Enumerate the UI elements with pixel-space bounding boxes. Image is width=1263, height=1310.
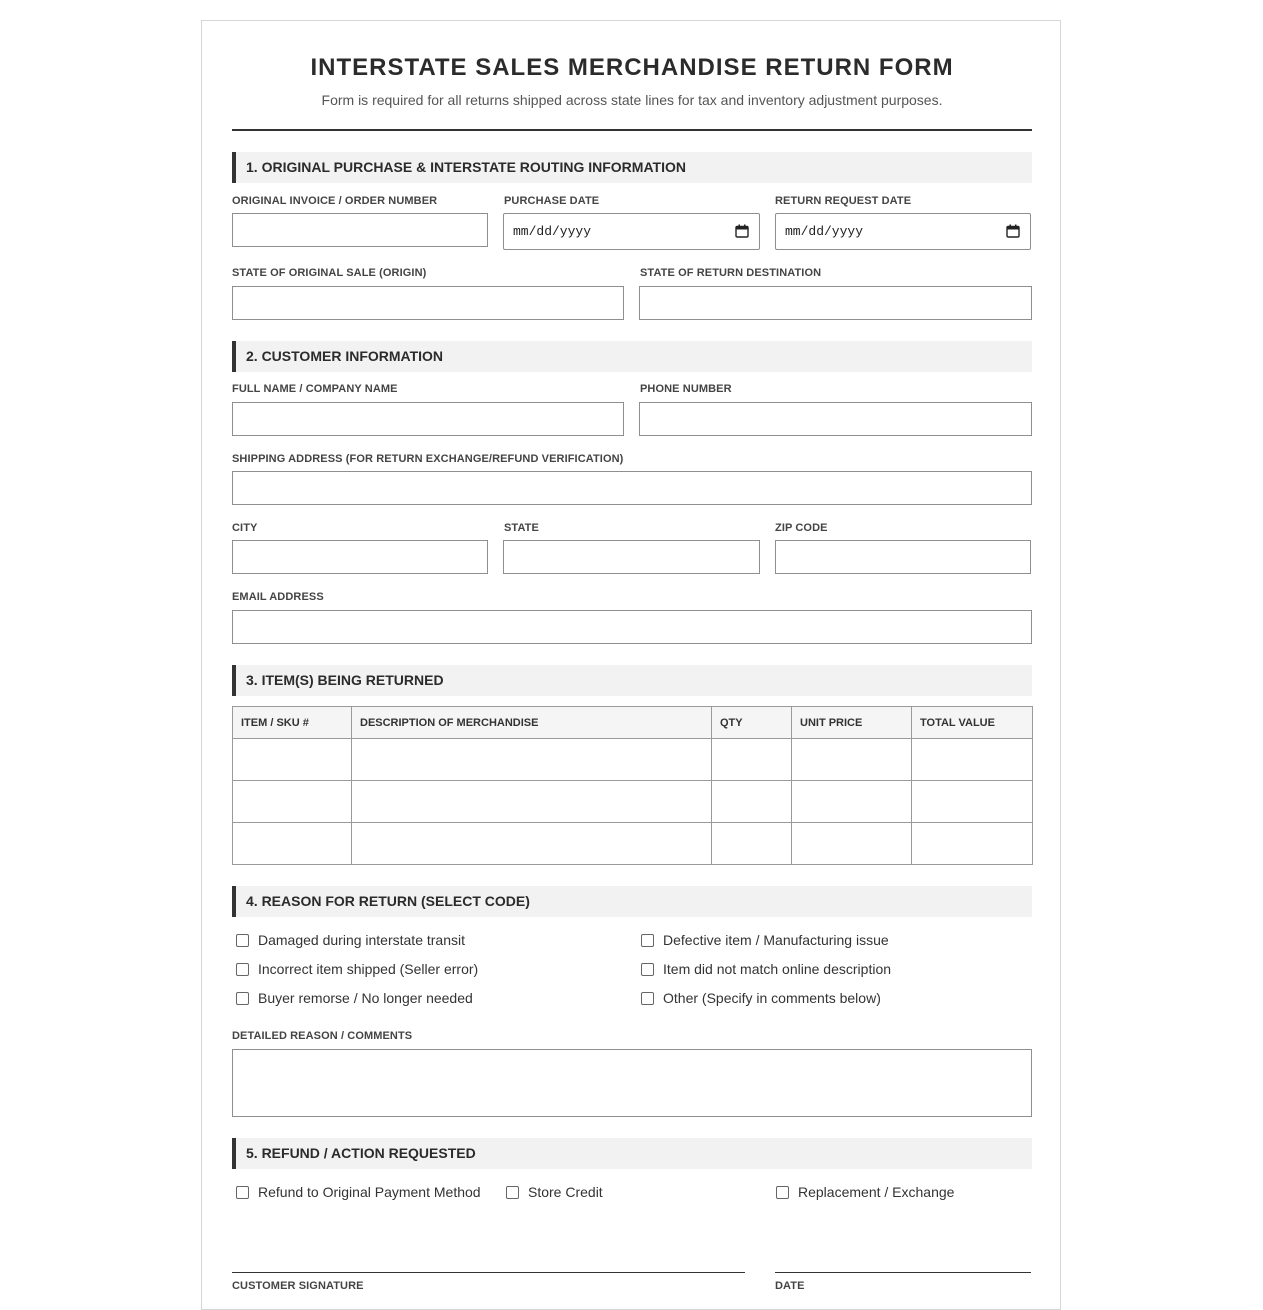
reason-other-checkbox[interactable] bbox=[637, 990, 881, 1006]
form-title: INTERSTATE SALES MERCHANDISE RETURN FORM bbox=[310, 54, 954, 81]
table-row bbox=[233, 823, 1033, 865]
return-date-placeholder: mm/dd/yyyy bbox=[785, 224, 864, 239]
reason-other-label: Other (Specify in comments below) bbox=[663, 990, 881, 1006]
state-input[interactable] bbox=[503, 540, 760, 574]
zip-input[interactable] bbox=[775, 540, 1031, 574]
return-date-input[interactable] bbox=[775, 213, 1031, 250]
section-2-heading: 2. CUSTOMER INFORMATION bbox=[232, 341, 1032, 372]
checkbox-box[interactable] bbox=[236, 992, 249, 1005]
reason-defective-checkbox[interactable] bbox=[637, 932, 889, 948]
address-input[interactable] bbox=[232, 471, 1032, 505]
table-cell[interactable] bbox=[352, 781, 712, 823]
reason-buyer-remorse-label: Buyer remorse / No longer needed bbox=[258, 990, 473, 1006]
state-label: STATE bbox=[504, 522, 539, 534]
reason-buyer-remorse-checkbox[interactable] bbox=[232, 990, 473, 1006]
form-page bbox=[201, 20, 1061, 1310]
reason-incorrect-item-label: Incorrect item shipped (Seller error) bbox=[258, 961, 479, 977]
table-cell[interactable] bbox=[792, 823, 912, 865]
checkbox-box[interactable] bbox=[641, 963, 654, 976]
column-header-unit-price: UNIT PRICE bbox=[792, 707, 912, 739]
address-label: SHIPPING ADDRESS (FOR RETURN EXCHANGE/REFUND VERIFICATION) bbox=[232, 453, 624, 465]
invoice-label: ORIGINAL INVOICE / ORDER NUMBER bbox=[232, 195, 438, 207]
column-header-total-value: TOTAL VALUE bbox=[912, 707, 1033, 739]
invoice-number-input[interactable] bbox=[232, 213, 488, 247]
zip-label: ZIP CODE bbox=[775, 522, 828, 534]
destination-state-label: STATE OF RETURN DESTINATION bbox=[640, 267, 822, 279]
table-cell[interactable] bbox=[233, 781, 352, 823]
table-cell[interactable] bbox=[912, 739, 1033, 781]
table-cell[interactable] bbox=[912, 781, 1033, 823]
refund-original-payment-checkbox[interactable] bbox=[232, 1184, 481, 1200]
table-cell[interactable] bbox=[792, 781, 912, 823]
reason-description-mismatch-label: Item did not match online description bbox=[663, 961, 892, 977]
checkbox-box[interactable] bbox=[641, 992, 654, 1005]
checkbox-box[interactable] bbox=[236, 963, 249, 976]
checkbox-box[interactable] bbox=[641, 934, 654, 947]
table-cell[interactable] bbox=[233, 739, 352, 781]
section-1-heading: 1. ORIGINAL PURCHASE & INTERSTATE ROUTING INFORMATION bbox=[232, 152, 1032, 183]
items-table bbox=[232, 706, 1033, 865]
phone-input[interactable] bbox=[639, 402, 1032, 436]
purchase-date-label: PURCHASE DATE bbox=[504, 195, 600, 207]
table-row bbox=[233, 739, 1033, 781]
table-cell[interactable] bbox=[712, 823, 792, 865]
signature-date-label: DATE bbox=[775, 1280, 805, 1292]
replacement-exchange-checkbox[interactable] bbox=[772, 1184, 954, 1200]
reason-incorrect-item-checkbox[interactable] bbox=[232, 961, 478, 977]
origin-state-label: STATE OF ORIGINAL SALE (ORIGIN) bbox=[232, 267, 427, 279]
table-cell[interactable] bbox=[233, 823, 352, 865]
form-subtitle: Form is required for all returns shipped across state lines for tax and inventory adjustment purposes. bbox=[321, 92, 943, 108]
store-credit-label: Store Credit bbox=[528, 1184, 603, 1200]
customer-signature-label: CUSTOMER SIGNATURE bbox=[232, 1280, 364, 1292]
email-input[interactable] bbox=[232, 610, 1032, 644]
column-header-qty: QTY bbox=[712, 707, 792, 739]
destination-state-input[interactable] bbox=[639, 286, 1032, 320]
comments-textarea[interactable] bbox=[232, 1049, 1032, 1117]
title-divider bbox=[232, 129, 1032, 131]
purchase-date-input[interactable] bbox=[503, 213, 760, 250]
table-cell[interactable] bbox=[712, 739, 792, 781]
refund-original-payment-label: Refund to Original Payment Method bbox=[258, 1184, 481, 1200]
replacement-exchange-label: Replacement / Exchange bbox=[798, 1184, 955, 1200]
reason-transit-damage-label: Damaged during interstate transit bbox=[258, 932, 465, 948]
name-label: FULL NAME / COMPANY NAME bbox=[232, 383, 398, 395]
purchase-date-placeholder: mm/dd/yyyy bbox=[513, 224, 592, 239]
reason-description-mismatch-checkbox[interactable] bbox=[637, 961, 891, 977]
city-input[interactable] bbox=[232, 540, 488, 574]
items-header-row bbox=[233, 707, 1033, 739]
comments-label: DETAILED REASON / COMMENTS bbox=[232, 1030, 413, 1042]
table-cell[interactable] bbox=[712, 781, 792, 823]
table-row bbox=[233, 781, 1033, 823]
checkbox-box[interactable] bbox=[236, 934, 249, 947]
return-date-label: RETURN REQUEST DATE bbox=[775, 195, 912, 207]
section-5-heading: 5. REFUND / ACTION REQUESTED bbox=[232, 1138, 1032, 1169]
signature-line[interactable] bbox=[232, 1272, 745, 1273]
reason-defective-label: Defective item / Manufacturing issue bbox=[663, 932, 889, 948]
table-cell[interactable] bbox=[352, 823, 712, 865]
name-input[interactable] bbox=[232, 402, 624, 436]
calendar-icon[interactable] bbox=[735, 224, 749, 238]
table-cell[interactable] bbox=[912, 823, 1033, 865]
checkbox-box[interactable] bbox=[776, 1186, 789, 1199]
city-label: CITY bbox=[232, 522, 258, 534]
calendar-icon[interactable] bbox=[1006, 224, 1020, 238]
origin-state-input[interactable] bbox=[232, 286, 624, 320]
checkbox-box[interactable] bbox=[506, 1186, 519, 1199]
column-header-description: DESCRIPTION OF MERCHANDISE bbox=[352, 707, 712, 739]
phone-label: PHONE NUMBER bbox=[640, 383, 732, 395]
section-3-heading: 3. ITEM(S) BEING RETURNED bbox=[232, 665, 1032, 696]
section-4-heading: 4. REASON FOR RETURN (SELECT CODE) bbox=[232, 886, 1032, 917]
signature-date-line[interactable] bbox=[775, 1272, 1031, 1273]
table-cell[interactable] bbox=[792, 739, 912, 781]
column-header-sku: ITEM / SKU # bbox=[233, 707, 352, 739]
store-credit-checkbox[interactable] bbox=[502, 1184, 603, 1200]
checkbox-box[interactable] bbox=[236, 1186, 249, 1199]
table-cell[interactable] bbox=[352, 739, 712, 781]
email-label: EMAIL ADDRESS bbox=[232, 591, 324, 603]
reason-transit-damage-checkbox[interactable] bbox=[232, 932, 465, 948]
